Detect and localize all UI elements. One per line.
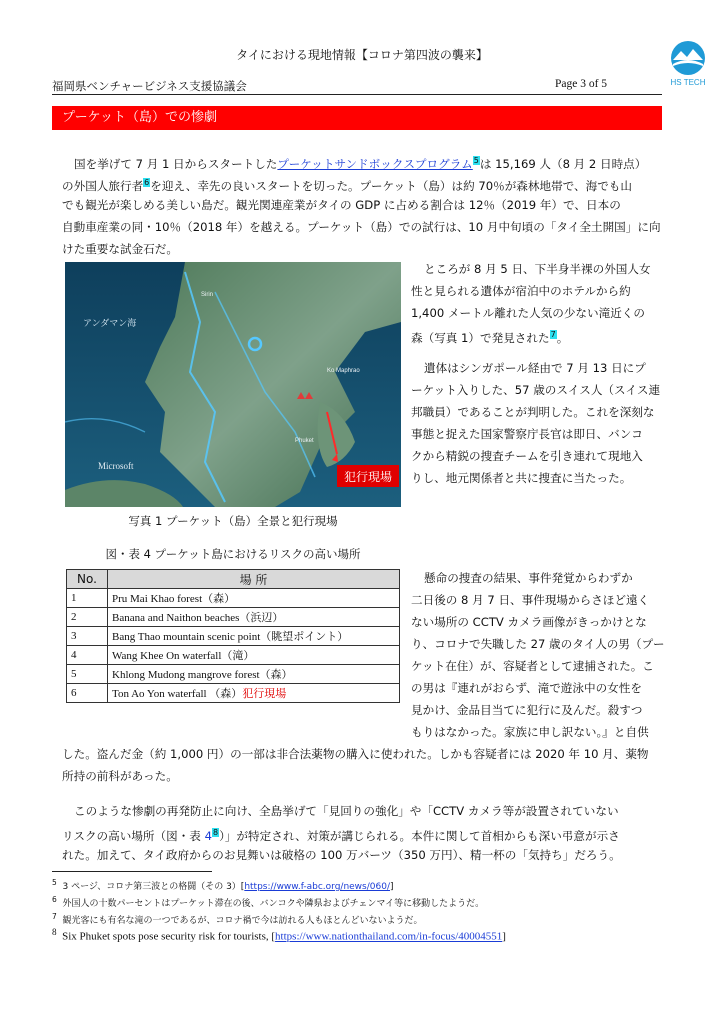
row-place: Ton Ao Yon waterfall （森）犯行現場	[108, 684, 400, 703]
map-place-label: Ko Maphrao	[327, 368, 360, 374]
organization-name: 福岡県ベンチャービジネス支援協議会	[52, 79, 247, 93]
para2-line4: 森（写真 1）で発見された$^7$。	[411, 330, 569, 345]
para3-line6: りし、地元関係者と共に捜査に当たった。	[411, 471, 632, 485]
row-place: Banana and Naithon beaches（浜辺）	[108, 608, 400, 627]
para4-line3: ない場所の CCTV カメラ画像がきっかけとな	[411, 615, 647, 629]
row-place: Bang Thao mountain scenic point（眺望ポイント）	[108, 627, 400, 646]
para5-line3: れた。加えて、タイ政府からのお見舞いは破格の 100 万バーツ（350 万円）、精一杯の「気持ち」だろう。	[62, 848, 621, 862]
footnote-ref-6[interactable]: 6	[144, 178, 150, 187]
para4-line7: 見かけ、金品目当てに犯行に及んだ。殺すつ	[411, 703, 643, 717]
column-header-place: 場 所	[108, 570, 400, 589]
map-place-label: Phuket	[295, 438, 314, 444]
para3-line4: 事態と捉えた国家警察庁長官は即日、バンコ	[411, 427, 643, 441]
row-number: 2	[67, 608, 108, 627]
para4-line10: 所持の前科があった。	[62, 769, 178, 783]
para3-line5: クから精鋭の捜査チームを引き連れて現地入	[411, 449, 643, 463]
row-number: 6	[67, 684, 108, 703]
para1-line5: けた重要な試金石だ。	[62, 242, 178, 256]
document-title: タイにおける現地情報【コロナ第四波の襲来】	[236, 48, 488, 62]
para2-line1: ところが 8 月 5 日、下半身半裸の外国人女	[424, 262, 651, 276]
table-header-row	[67, 570, 400, 589]
footnote-link[interactable]: https://www.f-abc.org/news/060/	[244, 882, 390, 892]
table-row	[67, 627, 400, 646]
phuket-map-photo	[65, 262, 401, 507]
para4-line5: ケット在住）が、容疑者として逮捕された。こ	[411, 659, 654, 673]
hstech-logo	[663, 38, 713, 88]
sandbox-program-link[interactable]: プーケットサンドボックスプログラム	[277, 156, 473, 171]
section-title: プーケット（島）での惨劇	[62, 110, 217, 125]
para1-line4: 自動車産業の同・10％（2018 年）を越える。プーケット（島）での試行は、10 月中旬頃の「タイ全土開国」に向	[62, 220, 661, 234]
photo-caption: 写真 1 プーケット（島）全景と犯行現場	[128, 514, 338, 528]
para4-line2: 二日後の 8 月 7 日、事件現場からさほど遠く	[411, 593, 650, 607]
para5-line2: リスクの高い場所（図・表 $4^8$）」が特定され、対策が講じられる。本件に関して首相からも深い弔意が示さ	[62, 828, 620, 843]
sea-label: アンダマン海	[83, 319, 137, 329]
row-number: 1	[67, 589, 108, 608]
risk-places-table	[66, 569, 400, 703]
column-header-no: No.	[67, 570, 108, 589]
para3-line2: ーケット入りした、57 歳のスイス人（スイス連	[411, 383, 661, 397]
para4-line9: した。盗んだ金（約 1,000 円）の一部は非合法薬物の購入に使われた。しかも容疑者には 2020 年 10 月、薬物	[62, 747, 649, 761]
row-place: Wang Khee On waterfall（滝）	[108, 646, 400, 665]
footnote-link[interactable]: https://www.nationthailand.com/in-focus/40004551	[275, 930, 503, 943]
table-row	[67, 665, 400, 684]
para1-line1: 国を挙げて 7 月 1 日からスタートしたプーケットサンドボックスプログラム$^5$は 15,169 人（8 月 2 日時点）	[74, 156, 647, 171]
para2-line2: 性と見られる遺体が宿泊中のホテルから約	[411, 284, 631, 298]
para3-line3: 邦職員）であることが判明した。これを深刻な	[411, 405, 655, 419]
footnote: $^8$ Six Phuket spots pose security risk for tourists, [https://www.nationthailand.com/in-focus/40004551]	[52, 927, 506, 943]
para3-line1: 遺体はシンガポール経由で 7 月 13 日にプ	[424, 361, 646, 375]
para1-line2: の外国人旅行者$^6$を迎え、幸先の良いスタートを切った。プーケット（島）は約 70％が森林地帯で、海でも山	[62, 178, 632, 193]
crime-scene-note: 犯行現場	[242, 688, 287, 700]
table-row	[67, 589, 400, 608]
footnote: $^5$ 3 ページ、コロナ第三波との格闘（その 3）[https://www.f-abc.org/news/060/]	[52, 878, 394, 892]
row-place: Khlong Mudong mangrove forest（森）	[108, 665, 400, 684]
footnote-rule	[52, 871, 212, 872]
footnote: $^6$ 外国人の十数パーセントはプーケット滞在の後、バンコクや隣県およびチェンマイ等に移動したようだ。	[52, 895, 485, 909]
para4-line4: り、コロナで失職した 27 歳のタイ人の男（プー	[411, 637, 665, 651]
table-row	[67, 684, 400, 703]
row-place: Pru Mai Khao forest（森）	[108, 589, 400, 608]
header-rule	[52, 94, 662, 95]
crime-scene-label: 犯行現場	[343, 470, 393, 484]
para2-line3: 1,400 メートル離れた人気の少ない滝近くの	[411, 306, 645, 320]
table-row	[67, 646, 400, 665]
para4-line6: の男は『連れがおらず、滝で遊泳中の女性を	[411, 681, 642, 695]
table-reference[interactable]: 4	[204, 828, 212, 843]
para1-line3: でも観光が楽しめる美しい島だ。観光関連産業がタイの GDP に占める割合は 12％（2019 年）で、日本の	[62, 198, 621, 212]
table-row	[67, 608, 400, 627]
para4-line8: もりはなかった。家族に申し訳ない。』と自供	[411, 725, 649, 739]
map-place-label: Sirin	[201, 292, 214, 298]
footnote-ref-7[interactable]: 7	[550, 330, 556, 339]
row-number: 5	[67, 665, 108, 684]
para5-line1: このような惨劇の再発防止に向け、全島挙げて「見回りの強化」や「CCTV カメラ等が設置されていない	[74, 804, 619, 818]
footnote: $^7$ 観光客にも有名な滝の一つであるが、コロナ禍で今は訪れる人もほとんどいないようだ。	[52, 912, 423, 926]
footnote-ref-5[interactable]: 5	[473, 156, 479, 165]
page-number: Page 3 of 5	[555, 78, 608, 90]
table-caption: 図・表 4 プーケット島におけるリスクの高い場所	[105, 547, 361, 561]
row-number: 3	[67, 627, 108, 646]
para4-line1: 懸命の捜査の結果、事件発覚からわずか	[424, 571, 633, 585]
row-number: 4	[67, 646, 108, 665]
section-banner	[52, 106, 662, 130]
logo-text: HS TECH	[670, 78, 706, 87]
footnote-ref-8[interactable]: 8	[212, 828, 219, 837]
microsoft-watermark: Microsoft	[98, 461, 134, 471]
